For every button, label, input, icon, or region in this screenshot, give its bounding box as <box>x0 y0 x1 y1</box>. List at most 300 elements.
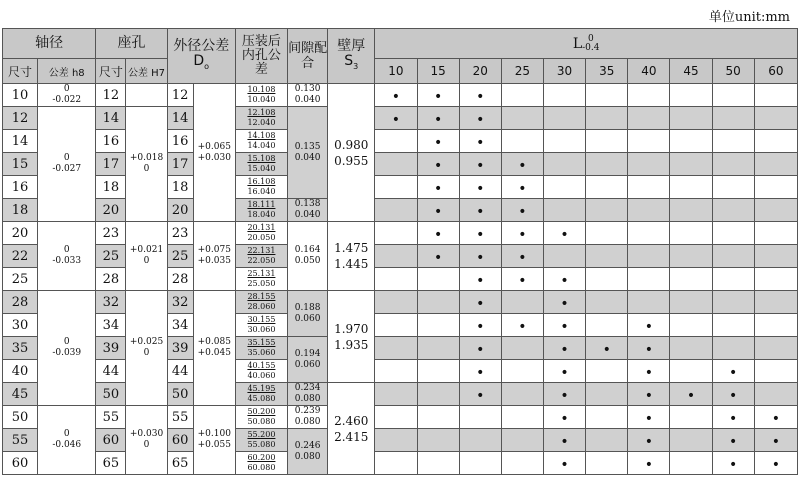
shaft-size: 25 <box>3 268 38 291</box>
header-length: L 0 -0.4 <box>375 29 798 59</box>
length-cell-20 <box>459 452 501 475</box>
clearance-fit: 0.246 0.080 <box>288 429 328 475</box>
length-cell-35 <box>586 222 628 245</box>
available-dot: • <box>476 249 485 266</box>
length-cell-60 <box>754 153 797 176</box>
length-cell-15 <box>417 222 459 245</box>
available-dot: • <box>771 456 780 473</box>
length-cell-45 <box>670 383 712 406</box>
press-fit-bore: 50.200 50.080 <box>235 406 287 429</box>
wall-thickness: 1.970 1.935 <box>328 291 375 383</box>
length-cell-25 <box>501 245 543 268</box>
outer-diameter: 28 <box>167 268 193 291</box>
clearance-fit: 0.194 0.060 <box>288 337 328 383</box>
available-dot: • <box>729 364 738 381</box>
length-cell-60 <box>754 406 797 429</box>
length-cell-35 <box>586 199 628 222</box>
length-cell-45 <box>670 291 712 314</box>
table-row <box>3 199 798 222</box>
length-cell-40 <box>628 153 670 176</box>
length-cell-40 <box>628 130 670 153</box>
length-cell-30 <box>543 84 585 107</box>
length-cell-10 <box>375 452 417 475</box>
length-cell-45 <box>670 153 712 176</box>
length-cell-20 <box>459 291 501 314</box>
length-cell-10 <box>375 199 417 222</box>
length-cell-50 <box>712 291 754 314</box>
length-cell-25 <box>501 268 543 291</box>
clearance-fit: 0.135 0.040 <box>288 107 328 199</box>
header-clearance: 间隙配合 <box>288 29 328 84</box>
header-shaft-size: 尺寸 <box>3 59 38 84</box>
length-cell-50 <box>712 360 754 383</box>
length-cell-30 <box>543 429 585 452</box>
bore-size: 20 <box>96 199 126 222</box>
outer-diameter: 17 <box>167 153 193 176</box>
shaft-tolerance: 0 -0.046 <box>38 406 96 475</box>
available-dot: • <box>518 249 527 266</box>
od-tolerance: +0.075 +0.035 <box>193 222 235 291</box>
length-cell-45 <box>670 314 712 337</box>
bore-size: 34 <box>96 314 126 337</box>
available-dot: • <box>433 157 443 174</box>
length-cell-40 <box>628 383 670 406</box>
length-cell-15 <box>417 245 459 268</box>
header-length-25: 25 <box>501 59 543 84</box>
length-cell-50 <box>712 429 754 452</box>
press-fit-bore: 12.108 12.040 <box>235 107 287 130</box>
available-dot: • <box>476 295 485 312</box>
table-row <box>3 107 798 130</box>
header-length-15: 15 <box>417 59 459 84</box>
length-cell-30 <box>543 130 585 153</box>
length-cell-30 <box>543 383 585 406</box>
available-dot: • <box>433 226 443 243</box>
available-dot: • <box>560 364 569 381</box>
available-dot: • <box>476 272 485 289</box>
length-cell-15 <box>417 337 459 360</box>
available-dot: • <box>476 157 485 174</box>
length-cell-50 <box>712 176 754 199</box>
length-cell-15 <box>417 84 459 107</box>
outer-diameter: 25 <box>167 245 193 268</box>
clearance-fit: 0.164 0.050 <box>288 222 328 291</box>
length-cell-45 <box>670 245 712 268</box>
available-dot: • <box>476 203 485 220</box>
available-dot: • <box>644 433 653 450</box>
length-cell-25 <box>501 176 543 199</box>
header-bore-size: 尺寸 <box>96 59 126 84</box>
length-cell-60 <box>754 84 797 107</box>
length-cell-40 <box>628 268 670 291</box>
length-cell-30 <box>543 452 585 475</box>
length-cell-60 <box>754 245 797 268</box>
outer-diameter: 65 <box>167 452 193 475</box>
available-dot: • <box>729 456 738 473</box>
wall-thickness: 0.980 0.955 <box>328 84 375 222</box>
length-cell-20 <box>459 429 501 452</box>
header-bore: 座孔 <box>96 29 167 59</box>
wall-thickness: 2.460 2.415 <box>328 383 375 475</box>
length-cell-45 <box>670 337 712 360</box>
length-cell-15 <box>417 199 459 222</box>
length-cell-35 <box>586 84 628 107</box>
available-dot: • <box>644 341 653 358</box>
length-cell-10 <box>375 337 417 360</box>
length-cell-15 <box>417 452 459 475</box>
length-cell-20 <box>459 360 501 383</box>
available-dot: • <box>476 318 485 335</box>
shaft-size: 22 <box>3 245 38 268</box>
table-row <box>3 337 798 360</box>
clearance-fit: 0.130 0.040 <box>288 84 328 107</box>
table-row <box>3 268 798 291</box>
table-row <box>3 452 798 475</box>
length-cell-50 <box>712 337 754 360</box>
length-cell-50 <box>712 245 754 268</box>
length-cell-15 <box>417 291 459 314</box>
length-cell-40 <box>628 360 670 383</box>
length-cell-50 <box>712 314 754 337</box>
length-cell-35 <box>586 429 628 452</box>
length-cell-60 <box>754 452 797 475</box>
available-dot: • <box>433 111 443 128</box>
available-dot: • <box>560 318 569 335</box>
length-cell-25 <box>501 383 543 406</box>
length-cell-50 <box>712 199 754 222</box>
press-fit-bore: 10.108 10.040 <box>235 84 287 107</box>
available-dot: • <box>391 88 401 105</box>
available-dot: • <box>518 318 527 335</box>
length-cell-25 <box>501 291 543 314</box>
outer-diameter: 14 <box>167 107 193 130</box>
length-cell-40 <box>628 245 670 268</box>
outer-diameter: 20 <box>167 199 193 222</box>
clearance-fit: 0.188 0.060 <box>288 291 328 337</box>
length-cell-35 <box>586 383 628 406</box>
bore-tolerance: +0.021 0 <box>126 222 167 291</box>
shaft-tolerance: 0 -0.033 <box>38 222 96 291</box>
length-cell-35 <box>586 314 628 337</box>
length-cell-40 <box>628 314 670 337</box>
shaft-size: 55 <box>3 429 38 452</box>
shaft-size: 35 <box>3 337 38 360</box>
table-row <box>3 406 798 429</box>
available-dot: • <box>560 410 569 427</box>
press-fit-bore: 35.155 35.060 <box>235 337 287 360</box>
length-cell-15 <box>417 107 459 130</box>
length-cell-10 <box>375 222 417 245</box>
od-tolerance: +0.085 +0.045 <box>193 291 235 406</box>
shaft-tolerance: 0 -0.027 <box>38 107 96 222</box>
length-cell-30 <box>543 291 585 314</box>
shaft-size: 14 <box>3 130 38 153</box>
length-cell-60 <box>754 383 797 406</box>
length-cell-25 <box>501 360 543 383</box>
available-dot: • <box>518 226 527 243</box>
outer-diameter: 16 <box>167 130 193 153</box>
table-row <box>3 429 798 452</box>
outer-diameter: 12 <box>167 84 193 107</box>
length-cell-60 <box>754 176 797 199</box>
shaft-size: 20 <box>3 222 38 245</box>
length-cell-50 <box>712 222 754 245</box>
press-fit-bore: 45.195 45.080 <box>235 383 287 406</box>
length-cell-40 <box>628 406 670 429</box>
length-cell-15 <box>417 130 459 153</box>
available-dot: • <box>729 433 738 450</box>
length-cell-20 <box>459 199 501 222</box>
length-cell-30 <box>543 107 585 130</box>
length-cell-30 <box>543 176 585 199</box>
length-cell-40 <box>628 107 670 130</box>
available-dot: • <box>771 433 780 450</box>
press-fit-bore: 20.131 20.050 <box>235 222 287 245</box>
press-fit-bore: 40.155 40.060 <box>235 360 287 383</box>
table-row <box>3 84 798 107</box>
length-cell-45 <box>670 199 712 222</box>
length-cell-50 <box>712 406 754 429</box>
length-cell-25 <box>501 153 543 176</box>
outer-diameter: 23 <box>167 222 193 245</box>
header-length-35: 35 <box>586 59 628 84</box>
od-tolerance: +0.100 +0.055 <box>193 406 235 475</box>
bore-size: 16 <box>96 130 126 153</box>
length-cell-10 <box>375 153 417 176</box>
available-dot: • <box>729 387 738 404</box>
available-dot: • <box>518 180 527 197</box>
length-cell-25 <box>501 406 543 429</box>
header-length-10: 10 <box>375 59 417 84</box>
length-cell-10 <box>375 245 417 268</box>
length-cell-40 <box>628 176 670 199</box>
length-cell-45 <box>670 268 712 291</box>
available-dot: • <box>476 111 485 128</box>
length-cell-60 <box>754 199 797 222</box>
length-cell-40 <box>628 199 670 222</box>
press-fit-bore: 60.200 60.080 <box>235 452 287 475</box>
length-cell-40 <box>628 429 670 452</box>
available-dot: • <box>771 410 780 427</box>
length-cell-15 <box>417 429 459 452</box>
bore-size: 23 <box>96 222 126 245</box>
press-fit-bore: 30.155 30.060 <box>235 314 287 337</box>
length-cell-60 <box>754 268 797 291</box>
length-cell-20 <box>459 130 501 153</box>
length-cell-20 <box>459 245 501 268</box>
shaft-size: 16 <box>3 176 38 199</box>
header-length-30: 30 <box>543 59 585 84</box>
length-cell-30 <box>543 337 585 360</box>
length-cell-60 <box>754 429 797 452</box>
available-dot: • <box>560 456 569 473</box>
length-cell-25 <box>501 429 543 452</box>
length-cell-45 <box>670 360 712 383</box>
header-press-fit: 压装后内孔公差 <box>235 29 287 84</box>
header-length-60: 60 <box>754 59 797 84</box>
shaft-size: 30 <box>3 314 38 337</box>
shaft-size: 40 <box>3 360 38 383</box>
length-cell-40 <box>628 452 670 475</box>
length-cell-15 <box>417 406 459 429</box>
length-cell-40 <box>628 337 670 360</box>
length-cell-30 <box>543 406 585 429</box>
press-fit-bore: 16.108 16.040 <box>235 176 287 199</box>
shaft-size: 28 <box>3 291 38 314</box>
bore-tolerance: +0.025 0 <box>126 291 167 406</box>
length-cell-40 <box>628 84 670 107</box>
header-length-40: 40 <box>628 59 670 84</box>
length-cell-30 <box>543 245 585 268</box>
table-row <box>3 176 798 199</box>
table-row <box>3 130 798 153</box>
length-cell-25 <box>501 130 543 153</box>
available-dot: • <box>644 364 653 381</box>
length-cell-35 <box>586 360 628 383</box>
length-cell-60 <box>754 130 797 153</box>
bore-size: 17 <box>96 153 126 176</box>
od-tolerance: +0.065 +0.030 <box>193 84 235 222</box>
available-dot: • <box>433 203 443 220</box>
bore-size: 39 <box>96 337 126 360</box>
bushing-spec-table <box>2 28 798 475</box>
press-fit-bore: 14.108 14.040 <box>235 130 287 153</box>
available-dot: • <box>433 88 443 105</box>
bore-size: 28 <box>96 268 126 291</box>
table-row <box>3 222 798 245</box>
unit-label: 单位unit:mm <box>708 10 790 25</box>
length-cell-30 <box>543 268 585 291</box>
length-cell-10 <box>375 314 417 337</box>
length-cell-50 <box>712 153 754 176</box>
length-cell-25 <box>501 199 543 222</box>
outer-diameter: 55 <box>167 406 193 429</box>
outer-diameter: 50 <box>167 383 193 406</box>
available-dot: • <box>560 272 569 289</box>
length-cell-50 <box>712 452 754 475</box>
length-cell-15 <box>417 176 459 199</box>
outer-diameter: 32 <box>167 291 193 314</box>
length-cell-45 <box>670 176 712 199</box>
available-dot: • <box>433 134 443 151</box>
bore-size: 32 <box>96 291 126 314</box>
available-dot: • <box>729 410 738 427</box>
bore-size: 55 <box>96 406 126 429</box>
bore-size: 12 <box>96 84 126 107</box>
press-fit-bore: 15.108 15.040 <box>235 153 287 176</box>
bore-tolerance: +0.030 0 <box>126 406 167 475</box>
outer-diameter: 60 <box>167 429 193 452</box>
length-cell-25 <box>501 107 543 130</box>
available-dot: • <box>560 295 569 312</box>
table-row <box>3 291 798 314</box>
length-cell-35 <box>586 176 628 199</box>
length-cell-15 <box>417 314 459 337</box>
length-cell-50 <box>712 130 754 153</box>
length-cell-20 <box>459 222 501 245</box>
outer-diameter: 34 <box>167 314 193 337</box>
available-dot: • <box>560 341 569 358</box>
length-cell-10 <box>375 84 417 107</box>
length-cell-35 <box>586 245 628 268</box>
length-cell-60 <box>754 222 797 245</box>
length-cell-35 <box>586 107 628 130</box>
outer-diameter: 18 <box>167 176 193 199</box>
length-cell-50 <box>712 383 754 406</box>
bore-size: 44 <box>96 360 126 383</box>
available-dot: • <box>433 249 443 266</box>
shaft-size: 18 <box>3 199 38 222</box>
available-dot: • <box>476 180 485 197</box>
header-od-tolerance: 外径公差 $D_o$ <box>167 29 235 84</box>
length-cell-40 <box>628 222 670 245</box>
length-cell-25 <box>501 84 543 107</box>
length-cell-30 <box>543 153 585 176</box>
header-wall: 壁厚 $S_3$ <box>328 29 375 84</box>
clearance-fit: 0.138 0.040 <box>288 199 328 222</box>
length-cell-30 <box>543 314 585 337</box>
shaft-size: 12 <box>3 107 38 130</box>
length-cell-10 <box>375 268 417 291</box>
length-cell-45 <box>670 406 712 429</box>
available-dot: • <box>476 88 485 105</box>
shaft-size: 15 <box>3 153 38 176</box>
length-cell-35 <box>586 406 628 429</box>
clearance-fit: 0.234 0.080 <box>288 383 328 406</box>
length-cell-60 <box>754 337 797 360</box>
available-dot: • <box>518 203 527 220</box>
length-cell-45 <box>670 130 712 153</box>
press-fit-bore: 18.111 18.040 <box>235 199 287 222</box>
bore-size: 65 <box>96 452 126 475</box>
shaft-size: 50 <box>3 406 38 429</box>
available-dot: • <box>560 387 569 404</box>
length-cell-35 <box>586 452 628 475</box>
length-cell-15 <box>417 153 459 176</box>
length-cell-25 <box>501 452 543 475</box>
length-cell-20 <box>459 84 501 107</box>
length-cell-10 <box>375 406 417 429</box>
available-dot: • <box>518 272 527 289</box>
length-cell-20 <box>459 406 501 429</box>
available-dot: • <box>476 226 485 243</box>
available-dot: • <box>476 364 485 381</box>
length-cell-45 <box>670 222 712 245</box>
length-cell-20 <box>459 153 501 176</box>
bore-tolerance: +0.018 0 <box>126 107 167 222</box>
length-cell-10 <box>375 107 417 130</box>
length-cell-45 <box>670 84 712 107</box>
header-shaft: 轴径 <box>3 29 96 59</box>
length-cell-40 <box>628 291 670 314</box>
table-row <box>3 314 798 337</box>
header-length-20: 20 <box>459 59 501 84</box>
length-cell-15 <box>417 383 459 406</box>
header-shaft-tol: 公差 h8 <box>38 59 96 84</box>
length-cell-20 <box>459 337 501 360</box>
available-dot: • <box>433 180 443 197</box>
press-fit-bore: 28.155 28.060 <box>235 291 287 314</box>
available-dot: • <box>560 226 569 243</box>
length-cell-10 <box>375 176 417 199</box>
length-cell-45 <box>670 452 712 475</box>
length-cell-10 <box>375 429 417 452</box>
table-row <box>3 153 798 176</box>
length-cell-60 <box>754 291 797 314</box>
shaft-size: 60 <box>3 452 38 475</box>
available-dot: • <box>476 387 485 404</box>
length-cell-20 <box>459 268 501 291</box>
